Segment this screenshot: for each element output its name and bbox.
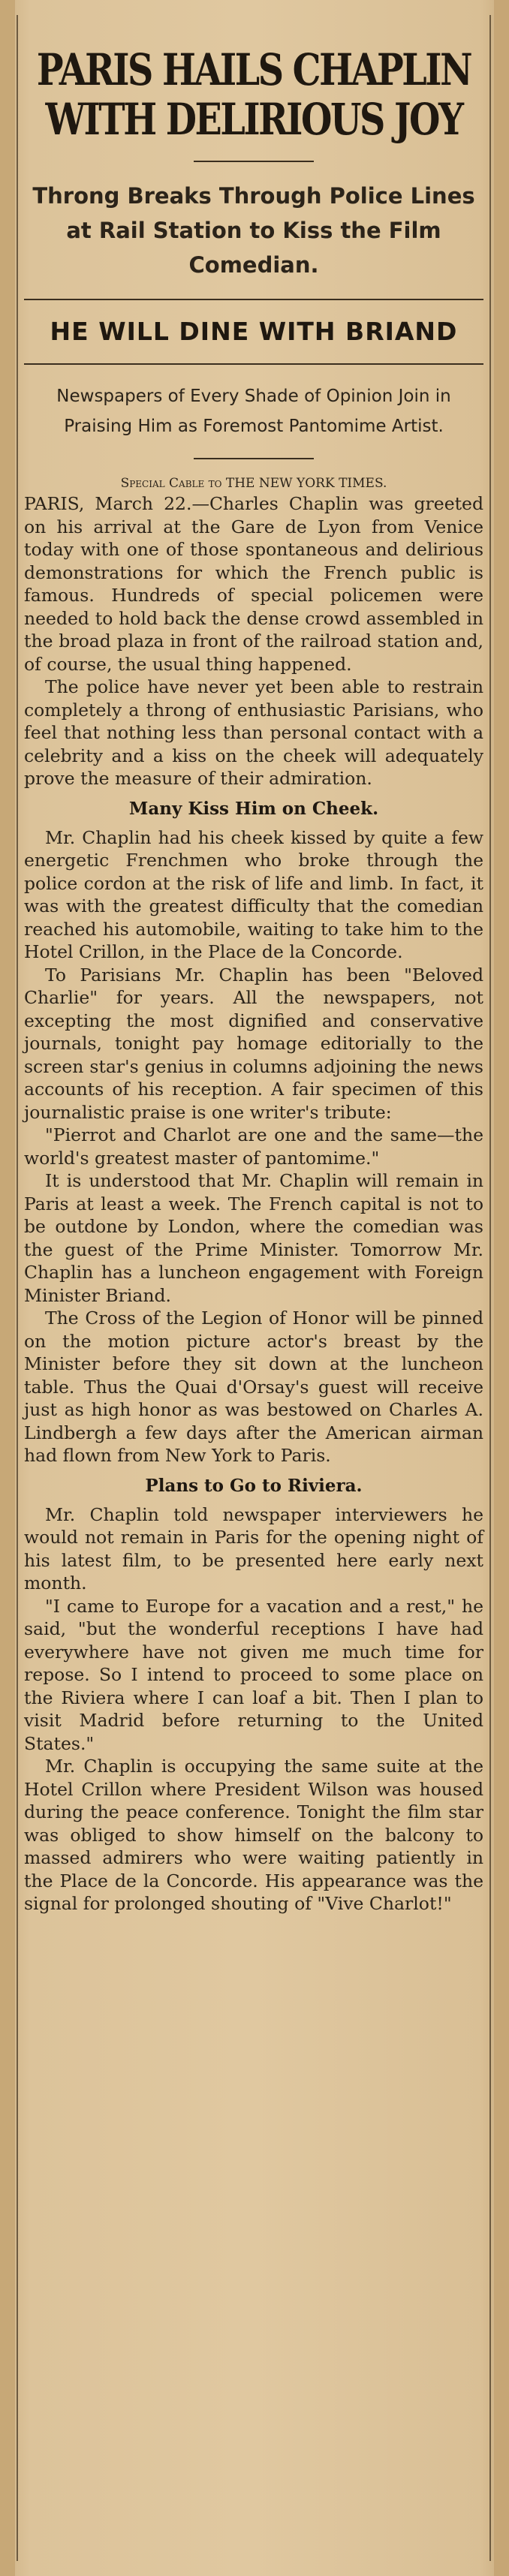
adjacent-column-right: [494, 0, 509, 2576]
divider: [24, 299, 483, 300]
body-paragraph: "I came to Europe for a vacation and a rest," he said, "but the wonderful receptions I have had everywhere have not given me much time for repose. So I intend to proceed to some place on the Riviera where I can loaf a bit. Then I plan to visit Madrid before returning to the United States.": [24, 1595, 483, 1754]
subhead: Plans to Go to Riviera.: [145, 1475, 363, 1496]
deck-3: Newspapers of Every Shade of Opinion Join in Praising Him as Foremost Pantomime Artist.: [56, 387, 451, 436]
headline: PARIS HAILS CHAPLIN WITH DELIRIOUS JOY: [36, 44, 471, 145]
divider: [194, 161, 314, 162]
body-paragraph: Mr. Chaplin is occupying the same suite at the Hotel Crillon where President Wilson was housed during the peace conference. Tonight the film star was obliged to show himself on the balcony to massed admirers who were waiting patiently in the Place de la Concorde. His appearance was the signal for prolonged shouting of "Vive Charlot!": [24, 1756, 483, 1914]
body-paragraph: Mr. Chaplin had his cheek kissed by quite a few energetic Frenchmen who broke through the police cordon at the risk of life and limb. In fact, it was with the greatest difficulty that the comedian reached his automobile, waiting to take him to the Hotel Crillon, in the Place de la Concorde.: [24, 826, 483, 962]
adjacent-column-left: [0, 0, 15, 2576]
divider: [194, 458, 314, 459]
column-rule-left: [17, 15, 18, 2561]
body-paragraph: The Cross of the Legion of Honor will be pinned on the motion picture actor's breast by the Minister before they sit down at the luncheon table. Thus the Quai d'Orsay's guest will receive just as high honor as was bestowed on Charles A. Lindbergh a few days after the American airman had flown from New York to Paris.: [24, 1308, 483, 1466]
body-paragraph: "Pierrot and Charlot are one and the same—the world's greatest master of pantomime.": [24, 1124, 483, 1169]
subhead: Many Kiss Him on Cheek.: [128, 798, 379, 819]
body-paragraph: The police have never yet been able to restrain completely a throng of enthusiastic Parisians, who feel that nothing less than personal contact with a celebrity and a kiss on the cheek will adequately prove the measure of their admiration.: [24, 676, 483, 789]
body-paragraph: Mr. Chaplin told newspaper interviewers he would not remain in Paris for the opening night of his latest film, to be presented here early next month.: [24, 1503, 483, 1593]
body-paragraph: PARIS, March 22.—Charles Chaplin was greeted on his arrival at the Gare de Lyon from Venice today with one of those spontaneous and delirious demonstrations for which the French public is famous. Hundreds of special policemen were needed to hold back the dense crowd assembled in the broad plaza in front of the railroad station and, of course, the usual thing happened.: [24, 493, 483, 675]
deck-1: Throng Breaks Through Police Lines at Rail Station to Kiss the Film Comedian.: [32, 183, 475, 278]
divider: [24, 363, 483, 365]
column-rule-right: [489, 15, 491, 2561]
article-column: [24, 30, 483, 1915]
body-paragraph: It is understood that Mr. Chaplin will remain in Paris at least a week. The French capital is not to be outdone by London, where the comedian was the guest of the Prime Minister. Tomorrow Mr. Chaplin has a luncheon engagement with Foreign Minister Briand.: [24, 1170, 483, 1306]
dateline: Special Cable to THE NEW YORK TIMES.: [120, 476, 387, 491]
body-paragraph: To Parisians Mr. Chaplin has been "Beloved Charlie" for years. All the newspapers, not excepting the most dignified and conservative journals, tonight pay homage editorially to the screen star's genius in columns adjoining the news accounts of his reception. A fair specimen of this journalistic praise is one writer's tribute:: [24, 964, 483, 1123]
deck-2: HE WILL DINE WITH BRIAND: [50, 317, 458, 346]
